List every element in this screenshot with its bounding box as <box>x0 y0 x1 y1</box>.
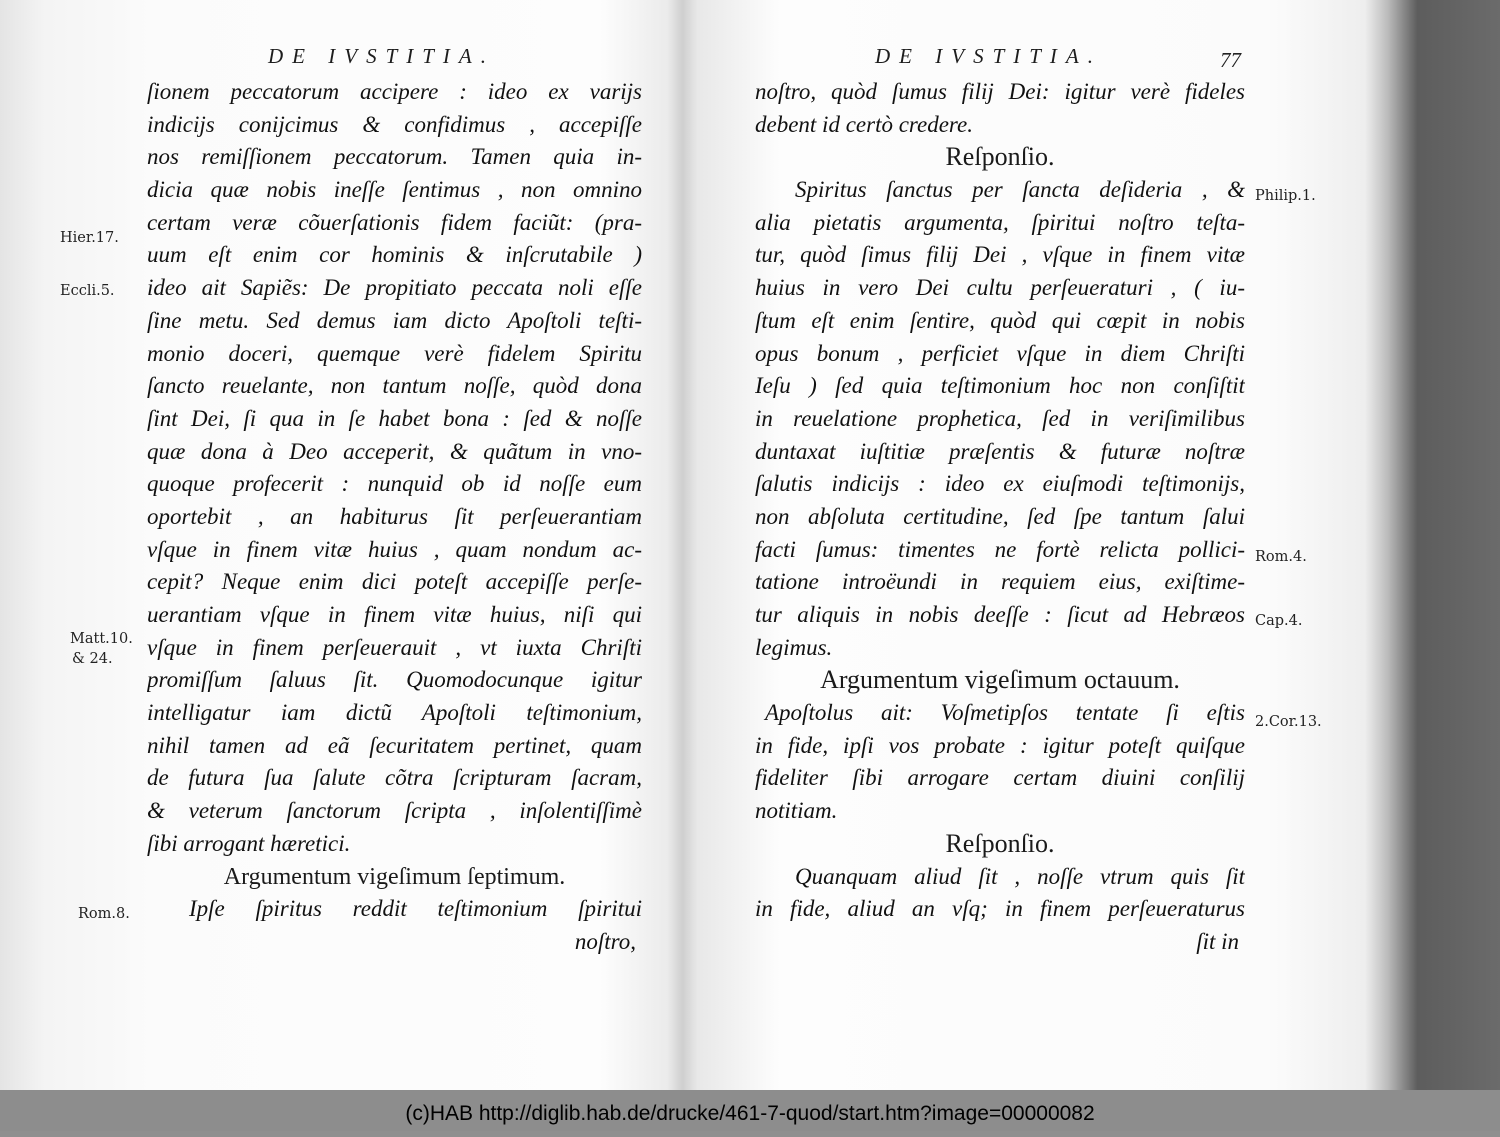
page-number: 77 <box>1220 48 1241 72</box>
text-line: duntaxat iuſtitiæ præſentis & futuræ noſtræ <box>755 438 1245 464</box>
text-line: noſtro, quòd ſumus filij Dei: igitur verè fideles <box>755 79 1245 104</box>
catchword: noſtro, <box>574 928 636 954</box>
running-head: DE IVSTITIA. <box>875 44 1102 68</box>
text-line: monio doceri, quemque verè fidelem Spiritu <box>147 340 642 366</box>
margin-note: Philip.1. <box>1255 188 1316 204</box>
text-line: nos remiſſionem peccatorum. Tamen quia in- <box>147 144 642 170</box>
left-page <box>0 0 680 1090</box>
text-line: alia pietatis argumenta, ſpiritui noſtro teſta- <box>755 209 1245 235</box>
text-line: vſque in finem vitæ huius , quam nondum ac- <box>147 536 642 562</box>
text-line: in fide, aliud an vſq; in finem perſeueraturus <box>755 896 1245 922</box>
text-line: & veterum ſanctorum ſcripta , inſolentiſſimè <box>147 798 642 824</box>
text-line: de futura ſua ſalute cõtra ſcripturam ſacram, <box>147 765 642 791</box>
text-line: Quanquam aliud ſit , noſſe vtrum quis ſit <box>795 863 1245 889</box>
text-line: ſalutis indicijs : ideo ex eiuſmodi teſtimonijs, <box>755 471 1245 497</box>
text-line: intelligatur iam dictũ Apoſtoli teſtimonium, <box>147 700 642 726</box>
text-line: fideliter ſibi arrogare certam diuini conſilij <box>755 765 1245 791</box>
text-line: huius in vero Dei cultu perſeueraturi , ( iu- <box>755 275 1245 301</box>
text-line: uerantiam vſque in finem vitæ huius, niſi qui <box>147 602 642 627</box>
text-line: ideo ait Sapiẽs: De propitiato peccata noli eſſe <box>147 275 642 301</box>
text-line: ſibi arrogant hæretici. <box>147 830 351 856</box>
section-heading: Argumentum vigeſimum octauum. <box>820 665 1180 695</box>
margin-note: Matt.10. <box>70 631 133 647</box>
margin-note: & 24. <box>72 651 113 667</box>
text-line: quoque profecerit : nunquid ob id noſſe eum <box>147 471 642 497</box>
text-line: dicia quæ nobis ineſſe ſentimus , non omnino <box>147 177 642 203</box>
page-text <box>147 76 642 959</box>
section-heading: Reſponſio. <box>945 828 1055 858</box>
text-line: Ieſu ) ſed quia teſtimonium hoc non conſiſtit <box>755 373 1245 399</box>
text-line: tur, quòd ſimus filij Dei , vſque in finem vitæ <box>755 242 1245 268</box>
text-line: opus bonum , perficiet vſque in diem Chriſti <box>755 340 1245 366</box>
text-line: Ipſe ſpiritus reddit teſtimonium ſpiritui <box>189 896 642 922</box>
text-line: tatione introëundi in requiem eius, exiſtime- <box>755 569 1245 595</box>
text-line: tur aliquis in nobis deeſſe : ſicut ad Hebræos <box>755 602 1245 627</box>
text-line: cepit? Neque enim dici poteſt accepiſſe perſe- <box>147 569 642 595</box>
margin-note: Rom.8. <box>78 906 130 922</box>
text-line: non abſoluta certitudine, ſed ſpe tantum ſalui <box>755 503 1245 529</box>
text-line: certam veræ cõuerſationis fidem faciũt: (pra- <box>147 209 642 235</box>
text-line: notitiam. <box>755 798 838 824</box>
text-line: ſine metu. Sed demus iam dicto Apoſtoli teſti- <box>147 307 642 333</box>
text-line: ſionem peccatorum accipere : ideo ex varijs <box>147 79 642 104</box>
text-line: facti ſumus: timentes ne fortè relicta pollici- <box>755 536 1245 562</box>
text-line: ſtum eſt enim ſentire, quòd qui cœpit in nobis <box>755 307 1245 333</box>
text-line: indicijs conijcimus & confidimus , accepiſſe <box>147 111 642 137</box>
margin-note: Cap.4. <box>1255 613 1303 629</box>
text-line: promiſſum ſaluus ſit. Quomodocunque igitur <box>147 667 642 693</box>
catchword: ſit in <box>1196 928 1239 954</box>
right-page <box>690 0 1390 1090</box>
text-line: in reuelatione prophetica, ſed in veriſimilibus <box>755 405 1245 431</box>
text-line: vſque in finem perſeuerauit , vt iuxta Chriſti <box>147 634 642 660</box>
section-heading: Argumentum vigeſimum ſeptimum. <box>223 863 566 890</box>
margin-note: Hier.17. <box>60 230 119 246</box>
margin-note: 2.Cor.13. <box>1255 714 1322 730</box>
section-heading: Reſponſio. <box>945 142 1055 172</box>
text-line: in fide, ipſi vos probate : igitur poteſt quiſque <box>755 732 1245 758</box>
text-line: quæ dona à Deo acceperit, & quãtum in vno- <box>147 438 642 464</box>
text-line: legimus. <box>755 634 833 660</box>
text-line: debent id certò credere. <box>755 111 973 137</box>
text-line: nihil tamen ad eã ſecuritatem pertinet, quam <box>147 732 642 758</box>
text-line: ſint Dei, ſi qua in ſe habet bona : ſed & noſſe <box>147 405 642 431</box>
text-line: oportebit , an habiturus ſit perſeuerantiam <box>147 503 642 529</box>
text-line: Apoſtolus ait: Voſmetipſos tentate ſi eſtis <box>765 700 1245 726</box>
text-line: ſancto reuelante, non tantum noſſe, quòd dona <box>147 373 642 399</box>
margin-note: Rom.4. <box>1255 549 1307 565</box>
text-line: Spiritus ſanctus per ſancta deſideria , & <box>795 177 1245 203</box>
footer-attribution: (c)HAB http://diglib.hab.de/drucke/461-7-quod/start.htm?image=00000082 <box>0 1090 1500 1131</box>
margin-note: Eccli.5. <box>60 283 115 299</box>
page-text <box>755 76 1245 959</box>
running-head: DE IVSTITIA. <box>268 44 495 68</box>
text-line: uum eſt enim cor hominis & inſcrutabile ) <box>147 242 642 268</box>
